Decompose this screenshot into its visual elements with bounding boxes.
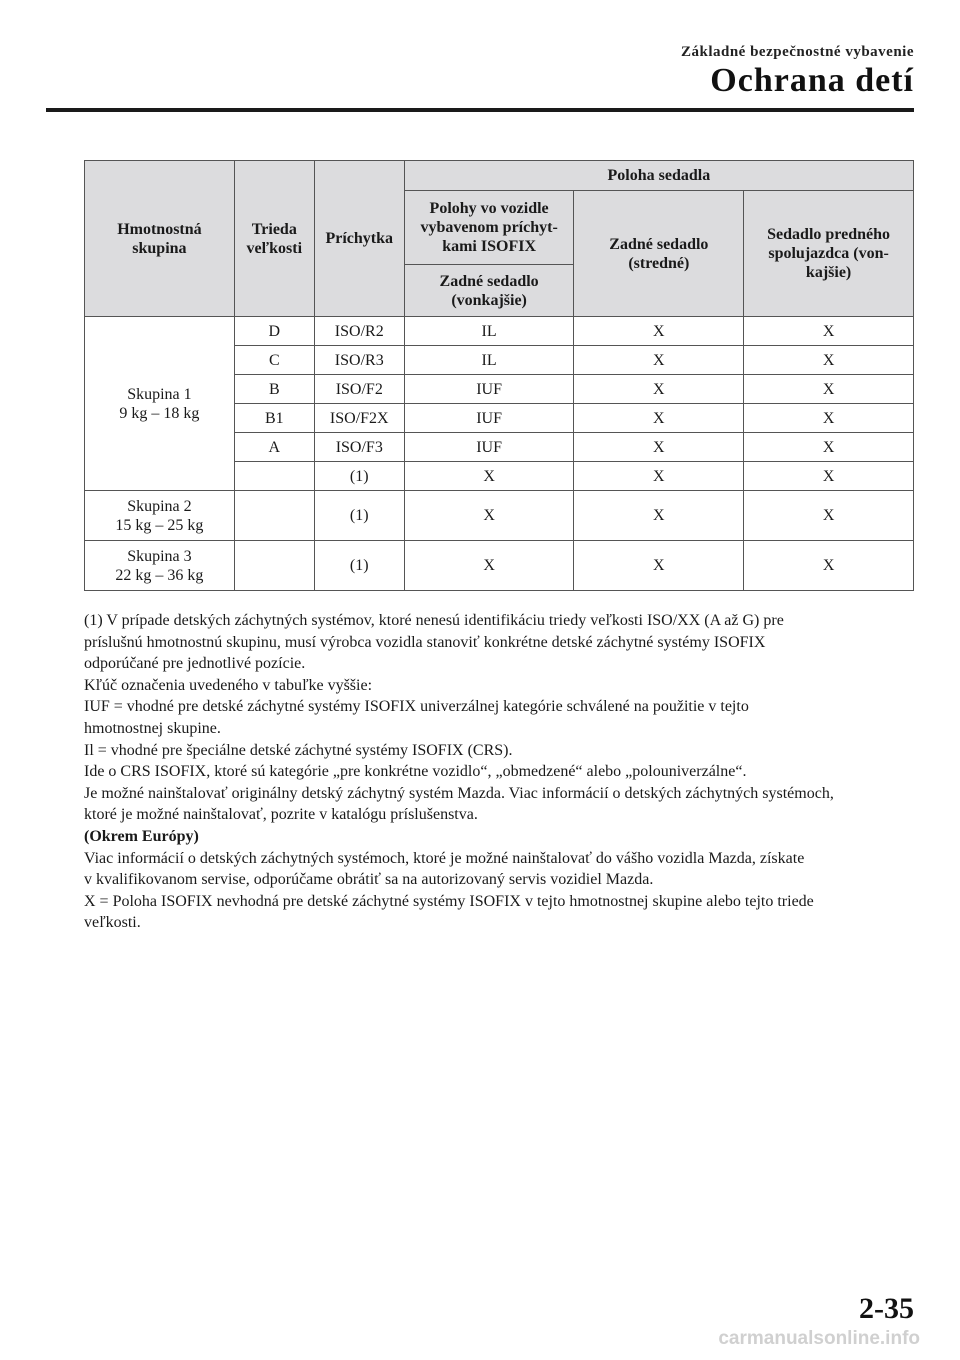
table-row bbox=[85, 541, 914, 591]
note-line: Viac informácií o detských záchytných systémoch, ktoré je možné nainštalovať do vášho vozidla Mazda, získate bbox=[84, 849, 805, 867]
cell-size: B1 bbox=[234, 404, 314, 433]
header-isofix-positions: Polohy vo vozidle vybavenom príchyt-kami ISOFIX bbox=[404, 191, 574, 265]
cell-size bbox=[234, 541, 314, 591]
cell-center: X bbox=[574, 404, 744, 433]
note-line: IUF = vhodné pre detské záchytné systémy ISOFIX univerzálnej kategórie schválené na použitie v tejto bbox=[84, 698, 749, 716]
cell-size: B bbox=[234, 375, 314, 404]
table-row bbox=[85, 491, 914, 541]
cell-center: X bbox=[574, 375, 744, 404]
note-line: Je možné nainštalovať originálny detský záchytný systém Mazda. Viac informácií o detských záchytných systémoch, bbox=[84, 784, 834, 802]
cell-center: X bbox=[574, 317, 744, 346]
group1-label bbox=[85, 317, 235, 491]
cell-outboard: X bbox=[404, 491, 574, 541]
note-line: odporúčané pre jednotlivé pozície. bbox=[84, 655, 306, 673]
header-rear-outboard: Zadné sedadlo (vonkajšie) bbox=[404, 265, 574, 317]
cell-size: C bbox=[234, 346, 314, 375]
group3-label bbox=[85, 541, 235, 591]
cell-size bbox=[234, 491, 314, 541]
note-line: príslušnú hmotnostnú skupinu, musí výrobca vozidla stanoviť konkrétne detské záchytné systémy ISOFIX bbox=[84, 633, 766, 651]
header-size-class: Trieda veľkosti bbox=[234, 161, 314, 317]
cell-center: X bbox=[574, 346, 744, 375]
cell-front: X bbox=[744, 462, 914, 491]
cell-outboard: IL bbox=[404, 317, 574, 346]
cell-outboard: X bbox=[404, 462, 574, 491]
header-fixture: Príchytka bbox=[314, 161, 404, 317]
note-line: Kľúč označenia uvedeného v tabuľke vyššie: bbox=[84, 676, 373, 694]
cell-size bbox=[234, 462, 314, 491]
cell-fixture: (1) bbox=[314, 462, 404, 491]
cell-outboard: X bbox=[404, 541, 574, 591]
cell-front: X bbox=[744, 541, 914, 591]
cell-front: X bbox=[744, 375, 914, 404]
cell-size: A bbox=[234, 433, 314, 462]
cell-fixture: ISO/F2X bbox=[314, 404, 404, 433]
note-line: X = Poloha ISOFIX nevhodná pre detské záchytné systémy ISOFIX v tejto hmotnostnej skupine alebo tejto triede bbox=[84, 892, 814, 910]
cell-center: X bbox=[574, 491, 744, 541]
cell-fixture: ISO/R2 bbox=[314, 317, 404, 346]
cell-fixture: ISO/F2 bbox=[314, 375, 404, 404]
cell-front: X bbox=[744, 404, 914, 433]
header-mass-group: Hmotnostná skupina bbox=[85, 161, 235, 317]
header-rear-center: Zadné sedadlo (stredné) bbox=[574, 191, 744, 317]
cell-fixture: (1) bbox=[314, 541, 404, 591]
note-subheading: (Okrem Európy) bbox=[84, 827, 199, 845]
note-line: Il = vhodné pre špeciálne detské záchytné systémy ISOFIX (CRS). bbox=[84, 741, 513, 759]
cell-outboard: IUF bbox=[404, 404, 574, 433]
note-line: Ide o CRS ISOFIX, ktoré sú kategórie „pre konkrétne vozidlo“, „obmedzené“ alebo „polouniverzálne“. bbox=[84, 763, 747, 781]
watermark: carmanualsonline.info bbox=[718, 1328, 920, 1349]
header-divider bbox=[46, 108, 914, 112]
group3-name: Skupina 3 bbox=[127, 547, 192, 565]
cell-center: X bbox=[574, 433, 744, 462]
cell-center: X bbox=[574, 462, 744, 491]
section-heading: Základné bezpečnostné vybavenie bbox=[680, 44, 914, 60]
table-row bbox=[85, 317, 914, 346]
header-seat-position: Poloha sedadla bbox=[404, 161, 913, 191]
cell-fixture: ISO/F3 bbox=[314, 433, 404, 462]
note-line: ktoré je možné nainštalovať, pozrite v katalógu príslušenstva. bbox=[84, 806, 478, 824]
cell-front: X bbox=[744, 317, 914, 346]
group1-name: Skupina 1 bbox=[127, 385, 192, 403]
cell-front: X bbox=[744, 491, 914, 541]
group2-name: Skupina 2 bbox=[127, 497, 192, 515]
table-notes bbox=[84, 610, 924, 934]
isofix-table bbox=[84, 160, 914, 591]
note-line: veľkosti. bbox=[84, 914, 141, 932]
page-number: 2-35 bbox=[859, 1292, 914, 1325]
page-title: Ochrana detí bbox=[710, 62, 914, 99]
cell-size: D bbox=[234, 317, 314, 346]
cell-center: X bbox=[574, 541, 744, 591]
cell-outboard: IL bbox=[404, 346, 574, 375]
cell-fixture: (1) bbox=[314, 491, 404, 541]
cell-outboard: IUF bbox=[404, 375, 574, 404]
cell-fixture: ISO/R3 bbox=[314, 346, 404, 375]
note-line: hmotnostnej skupine. bbox=[84, 719, 221, 737]
group2-label bbox=[85, 491, 235, 541]
group2-weight: 15 kg – 25 kg bbox=[115, 516, 204, 534]
note-line: v kvalifikovanom servise, odporúčame obrátiť sa na autorizovaný servis vozidiel Mazda. bbox=[84, 871, 654, 889]
group3-weight: 22 kg – 36 kg bbox=[115, 566, 204, 584]
cell-front: X bbox=[744, 346, 914, 375]
cell-outboard: IUF bbox=[404, 433, 574, 462]
group1-weight: 9 kg – 18 kg bbox=[119, 404, 200, 422]
note-line: (1) V prípade detských záchytných systémov, ktoré nenesú identifikáciu triedy veľkosti ISO/XX (A až G) pre bbox=[84, 612, 784, 629]
header-front-passenger: Sedadlo predného spolujazdca (von-kajšie) bbox=[744, 191, 914, 317]
cell-front: X bbox=[744, 433, 914, 462]
